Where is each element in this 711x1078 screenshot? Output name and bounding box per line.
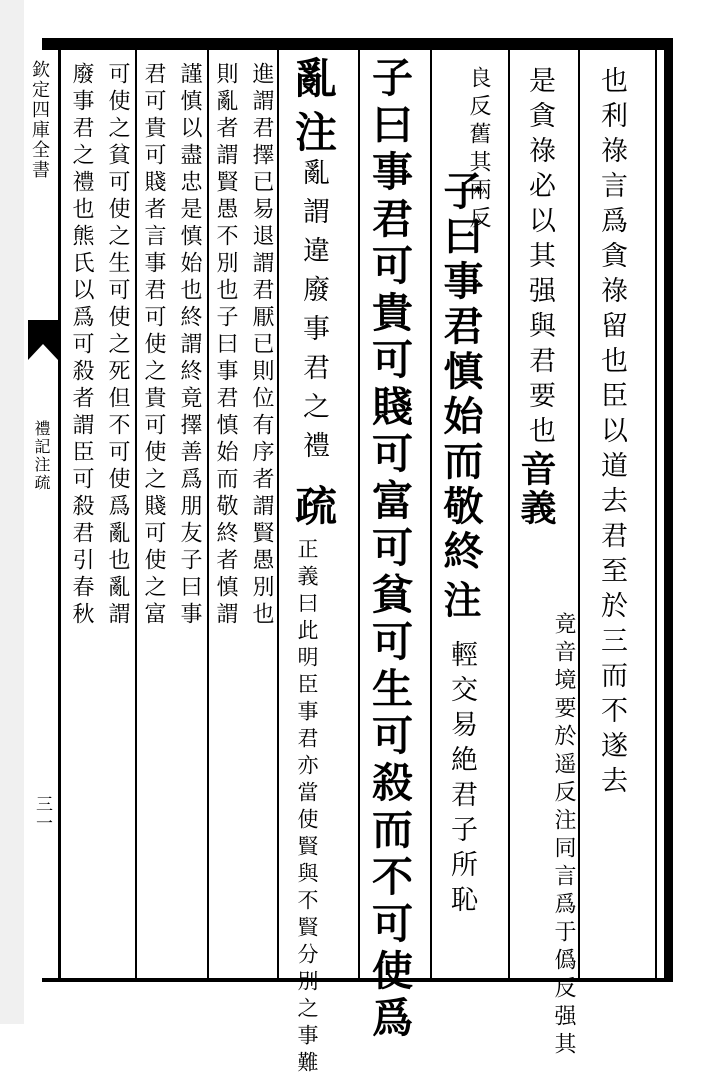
subcommentary-text: 正義曰此明臣事君亦當使賢與不賢分別之事難 — [295, 538, 319, 1078]
commentary-text: 亂謂違廢事君之禮 — [298, 158, 329, 470]
frame-right — [664, 38, 673, 982]
frame-right-inner — [655, 50, 657, 978]
subcommentary-column-3: 謹慎以盡忠是慎始也終謂終竟擇善爲朋友子曰事 — [177, 62, 202, 629]
yinyi-note: 竟音境要於遥反注同言爲于僞反强其 — [551, 612, 576, 1060]
column-rule — [508, 50, 510, 978]
commentary-marker: 注 — [289, 110, 338, 157]
gloss-note: 良反舊其兩反 — [466, 66, 491, 234]
column-rule — [135, 50, 137, 978]
column-rule — [207, 50, 209, 978]
library-header: 欽定四庫全書 — [29, 60, 50, 180]
classic-text-column-3: 亂 — [289, 56, 338, 103]
subcommentary-column-6: 廢事君之禮也熊氏以爲可殺者謂臣可殺君引春秋 — [69, 62, 94, 629]
page-number: 三一 — [32, 795, 52, 833]
column-rule — [430, 50, 432, 978]
column-rule — [358, 50, 360, 978]
frame-bottom — [42, 978, 673, 982]
yinyi-marker: 音義 — [515, 450, 557, 528]
gutter-shade — [0, 0, 24, 1024]
classic-text-column-1: 子曰事君慎始而敬終 — [437, 170, 484, 575]
frame-top — [42, 38, 673, 50]
subcommentary-column-1b: 進謂君擇已易退謂君厭已則位有序者謂賢愚別也 — [249, 62, 274, 629]
fishtail-mark-icon — [28, 320, 58, 360]
text-column-1: 也利祿言爲貪祿留也臣以道去君至於三而不遂去 — [596, 66, 627, 801]
subcommentary-column-4: 君可貴可賤者言事君可使之貴可使之賤可使之富 — [141, 62, 166, 629]
subcommentary-column-2: 則亂者謂賢愚不別也子曰事君慎始而敬終者慎謂 — [213, 62, 238, 629]
book-title: 禮記注疏 — [32, 420, 51, 492]
frame-left — [58, 50, 61, 978]
subcommentary-marker: 疏 — [289, 484, 338, 531]
text-column-2: 是貪祿必以其强與君要也 — [524, 66, 555, 451]
commentary-marker: 注 — [437, 580, 482, 623]
commentary-text: 輕交易絶君子所恥 — [446, 640, 477, 920]
subcommentary-column-5: 可使之貧可使之生可使之死但不可使爲亂也亂謂 — [105, 62, 130, 629]
classic-text-column-2: 子曰事君可貴可賤可富可貧可生可殺而不可使爲 — [365, 56, 413, 1043]
page-gutter — [0, 0, 58, 1024]
column-rule — [277, 50, 279, 978]
column-rule — [578, 50, 580, 978]
